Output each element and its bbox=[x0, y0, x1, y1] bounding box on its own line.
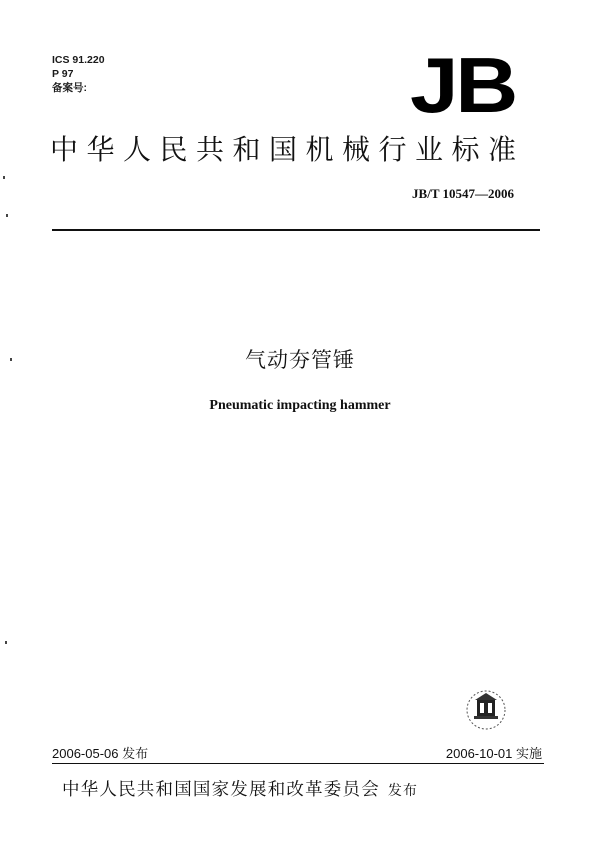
standard-code: JB/T 10547—2006 bbox=[412, 186, 514, 201]
issue-date: 2006-05-06 发布 bbox=[52, 746, 149, 761]
document-metadata bbox=[52, 53, 105, 95]
ics-code: ICS 91.220 bbox=[52, 54, 105, 66]
header-divider bbox=[52, 229, 540, 231]
issuer-verb: 发布 bbox=[387, 783, 418, 799]
scan-speck bbox=[3, 176, 5, 179]
scan-speck bbox=[6, 214, 8, 217]
issuing-authority bbox=[62, 776, 418, 801]
document-title-english: Pneumatic impacting hammer bbox=[209, 398, 391, 413]
issuer-seal-icon bbox=[460, 688, 512, 732]
scan-speck bbox=[5, 641, 7, 644]
implementation-date: 2006-10-01 实施 bbox=[445, 746, 542, 761]
document-title-chinese: 气动夯管锤 bbox=[245, 348, 355, 372]
classification-code: P 97 bbox=[52, 68, 74, 80]
footer-divider bbox=[52, 763, 544, 764]
jb-logo: JB bbox=[410, 41, 515, 129]
record-number-label: 备案号: bbox=[52, 82, 87, 94]
issuer-name: 中华人民共和国国家发展和改革委员会 bbox=[62, 780, 380, 800]
standard-category-title: 中华人民共和国机械行业标准 bbox=[50, 133, 525, 166]
scan-speck bbox=[10, 358, 12, 361]
